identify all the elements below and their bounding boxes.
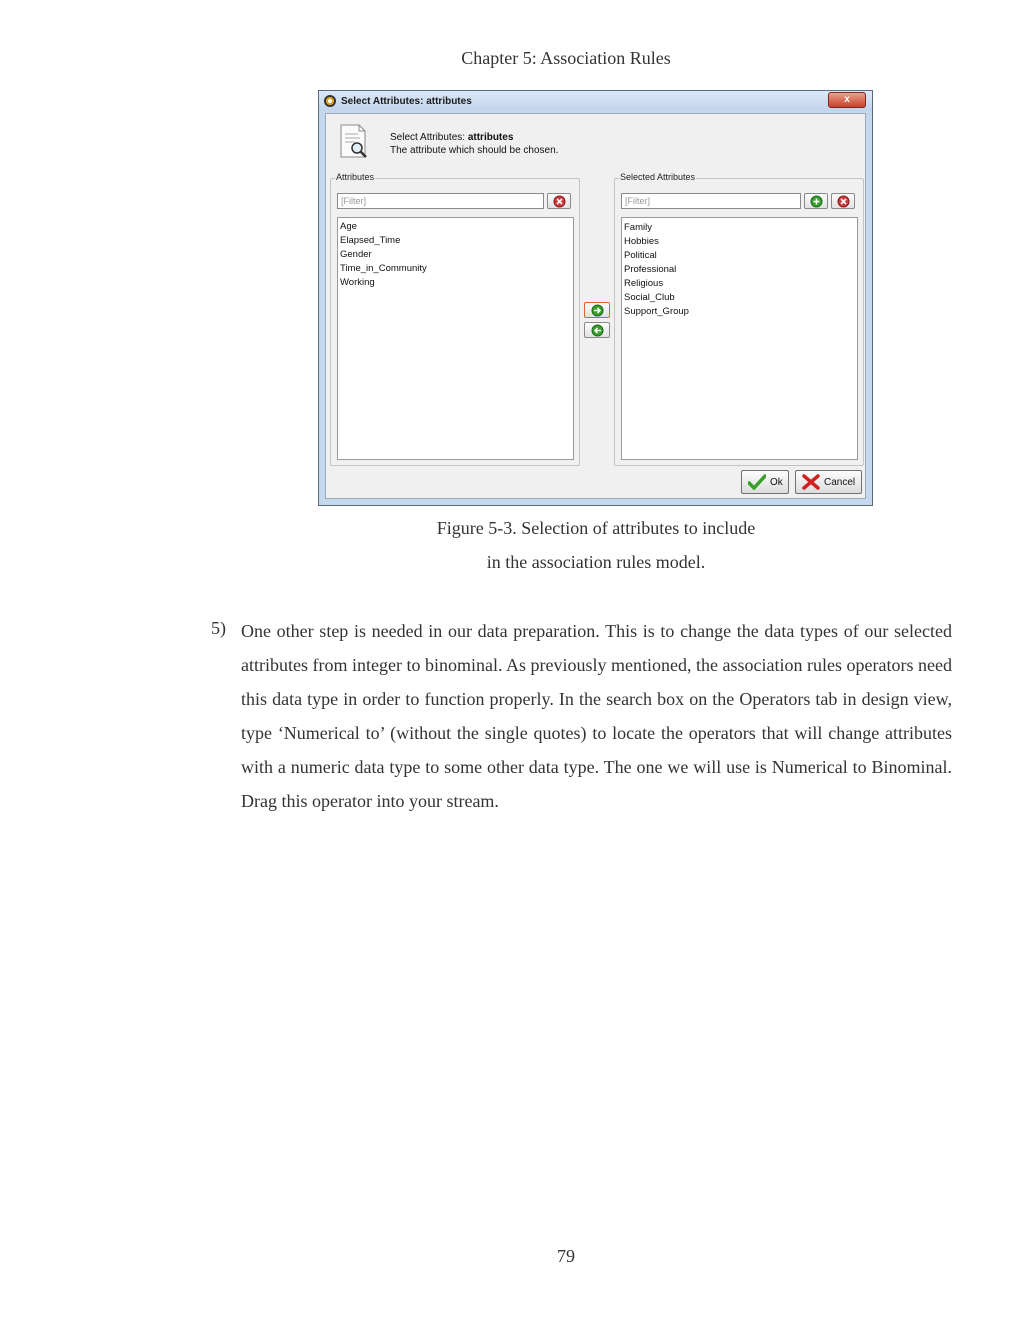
cancel-label: Cancel [824,477,856,488]
ok-label: Ok [770,477,783,488]
list-number: 5) [211,618,226,638]
arrow-right-icon [591,304,604,317]
attributes-list[interactable] [337,217,574,460]
cancel-x-icon [802,474,820,490]
clear-filter-icon [553,195,566,208]
list-item[interactable]: Elapsed_Time [340,235,401,246]
add-icon [810,195,823,208]
figure-caption-line2: in the association rules model. [486,552,706,572]
list-item[interactable]: Age [340,221,357,232]
list-item[interactable]: Hobbies [624,236,659,247]
app-icon [324,95,336,107]
list-item[interactable]: Political [624,250,657,261]
page-header: Chapter 5: Association Rules [461,48,671,68]
page-number: 79 [557,1246,575,1266]
cancel-button[interactable] [795,470,862,494]
attributes-group [330,172,580,466]
body-paragraph: One other step is needed in our data preparation. This is to change the data types of our selected attributes from integer to binominal. As previously mentioned, the association rules operators need this data type in order to function properly. In the search box on the Operators tab in design view, type ‘Numerical to’ (without the single quotes) to locate the operators that will change attributes with a numeric data type to some other data type. The one we will use is Numerical to Binominal. Drag this operator into your stream. [241,621,952,811]
add-attribute-button[interactable] [804,193,828,209]
checkmark-icon [748,474,766,490]
dialog-titlebar[interactable] [319,91,872,111]
dialog-heading [390,132,513,143]
list-item[interactable]: Gender [340,249,372,260]
list-item[interactable]: Religious [624,278,664,289]
list-item[interactable]: Working [340,277,375,288]
list-item[interactable]: Social_Club [624,292,675,303]
attributes-filter-input[interactable]: [Filter] [337,193,544,209]
selected-attributes-legend: Selected Attributes [620,172,696,182]
dialog-subtitle: The attribute which should be chosen. [390,145,559,156]
clear-filter-icon [837,195,850,208]
dialog-client-area [325,113,866,499]
selected-attributes-group [614,172,864,466]
list-item[interactable]: Time_in_Community [340,263,427,274]
list-item[interactable]: Support_Group [624,306,689,317]
document-search-icon [340,124,368,158]
ok-button[interactable] [741,470,789,494]
selected-filter-input[interactable]: [Filter] [621,193,801,209]
list-item[interactable]: Professional [624,264,677,275]
move-left-button[interactable] [584,322,610,338]
attributes-clear-filter-button[interactable] [547,193,571,209]
close-button[interactable]: x [828,92,866,108]
move-right-button[interactable] [584,302,610,318]
list-item[interactable]: Family [624,222,652,233]
dialog-heading-prefix: Select Attributes: [390,132,468,143]
figure-caption-line1: Figure 5-3. Selection of attributes to include [436,518,756,538]
dialog-title: Select Attributes: attributes [341,96,472,107]
selected-attributes-list[interactable] [621,217,858,460]
dialog-heading-bold: attributes [467,132,514,143]
selected-clear-filter-button[interactable] [831,193,855,209]
select-attributes-dialog [318,90,873,506]
arrow-left-icon [591,324,604,337]
attributes-legend: Attributes [336,172,375,182]
